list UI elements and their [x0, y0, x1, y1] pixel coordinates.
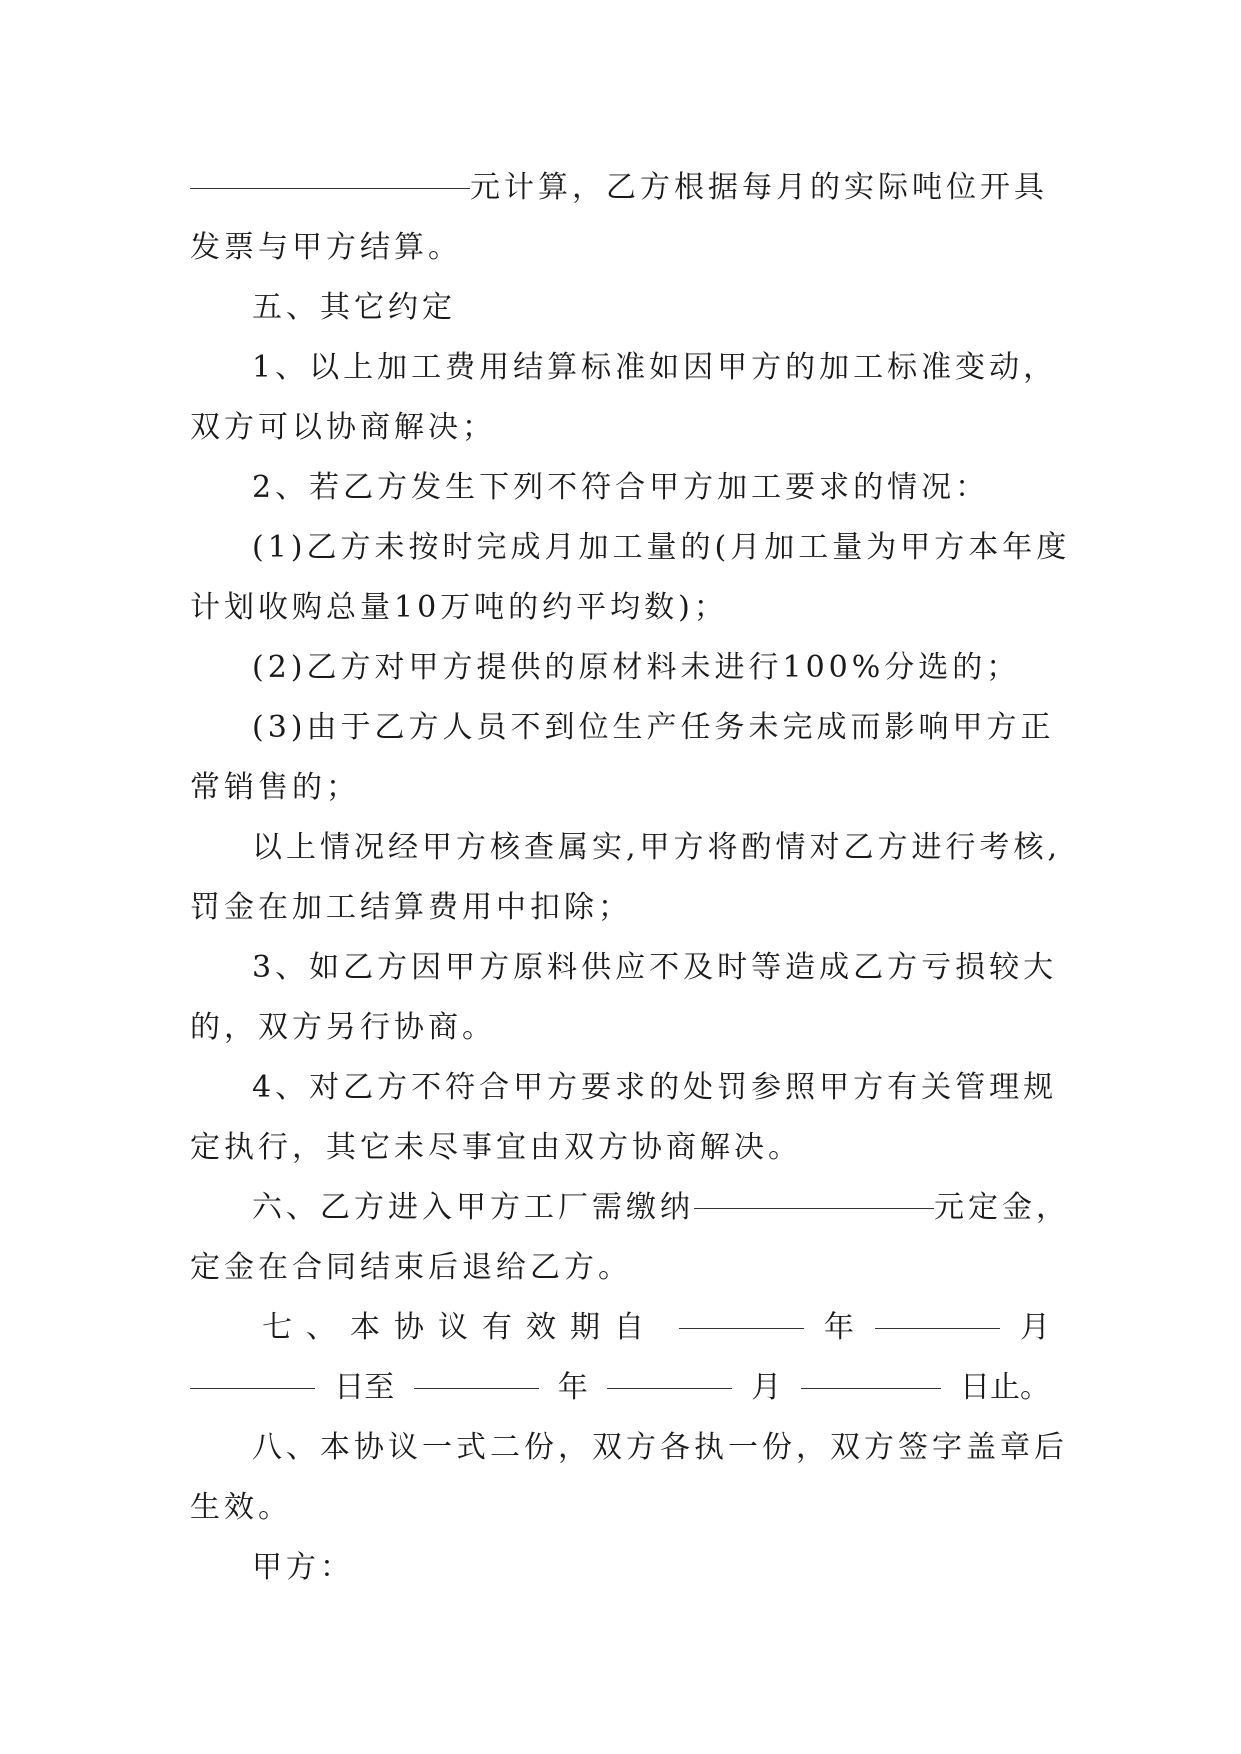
text-line	[190, 158, 1050, 218]
text-line-validity	[190, 1298, 1050, 1358]
text-line: 八、本协议一式二份，双方各执一份，双方签字盖章后	[252, 1430, 1068, 1465]
text-line: (3)由于乙方人员不到位生产任务未完成而影响甲方正	[252, 710, 1055, 745]
text-line: 定执行，其它未尽事宜由双方协商解决。	[190, 1130, 802, 1165]
blank-end-year	[414, 1358, 539, 1389]
text-segment: 月	[751, 1370, 782, 1405]
blank-start-month	[875, 1298, 1000, 1329]
blank-end-day	[801, 1358, 941, 1389]
text-segment: 元计算，乙方根据每月的实际吨位开具	[470, 170, 1048, 205]
text-line-validity-end	[190, 1358, 1050, 1418]
text-line: 常销售的；	[190, 770, 360, 805]
text-line: 双方可以协商解决；	[190, 410, 496, 445]
blank-deposit-amount	[694, 1178, 934, 1209]
text-line: 发票与甲方结算。	[190, 230, 462, 265]
text-line: 计划收购总量10万吨的约平均数)；	[190, 590, 728, 625]
text-segment: 月	[1020, 1310, 1050, 1345]
text-line: 4、对乙方不符合甲方要求的处罚参照甲方有关管理规	[252, 1070, 1058, 1105]
party-a-signature-label: 甲方：	[252, 1550, 354, 1585]
contract-page	[190, 158, 1071, 1598]
text-segment: 日止。	[959, 1370, 1050, 1405]
section-heading-five: 五、其它约定	[252, 290, 456, 325]
text-segment: 年	[824, 1310, 854, 1345]
blank-start-day	[190, 1358, 315, 1389]
text-line: 1、以上加工费用结算标准如因甲方的加工标准变动，	[252, 350, 1058, 385]
blank-unit-price	[190, 158, 470, 189]
text-segment: 元定金，	[934, 1190, 1070, 1225]
text-line: 的，双方另行协商。	[190, 1010, 496, 1045]
text-line: (2)乙方对甲方提供的原材料未进行100%分选的；	[252, 650, 1021, 685]
text-segment: 年	[557, 1370, 588, 1405]
text-line	[190, 1178, 1070, 1238]
text-line: 3、如乙方因甲方原料供应不及时等造成乙方亏损较大	[252, 950, 1058, 985]
blank-start-year	[679, 1298, 804, 1329]
text-line: 以上情况经甲方核查属实,甲方将酌情对乙方进行考核,	[252, 830, 1062, 865]
text-line: 2、若乙方发生下列不符合甲方加工要求的情况：	[252, 470, 990, 505]
text-segment: 七、本协议有效期自	[262, 1310, 658, 1345]
text-segment: 六、乙方进入甲方工厂需缴纳	[252, 1190, 694, 1225]
text-line: (1)乙方未按时完成月加工量的(月加工量为甲方本年度	[252, 530, 1071, 565]
blank-end-month	[607, 1358, 732, 1389]
text-line: 罚金在加工结算费用中扣除；	[190, 890, 632, 925]
text-line: 定金在合同结束后退给乙方。	[190, 1250, 632, 1285]
text-line: 生效。	[190, 1490, 292, 1525]
text-segment: 日至	[334, 1370, 395, 1405]
